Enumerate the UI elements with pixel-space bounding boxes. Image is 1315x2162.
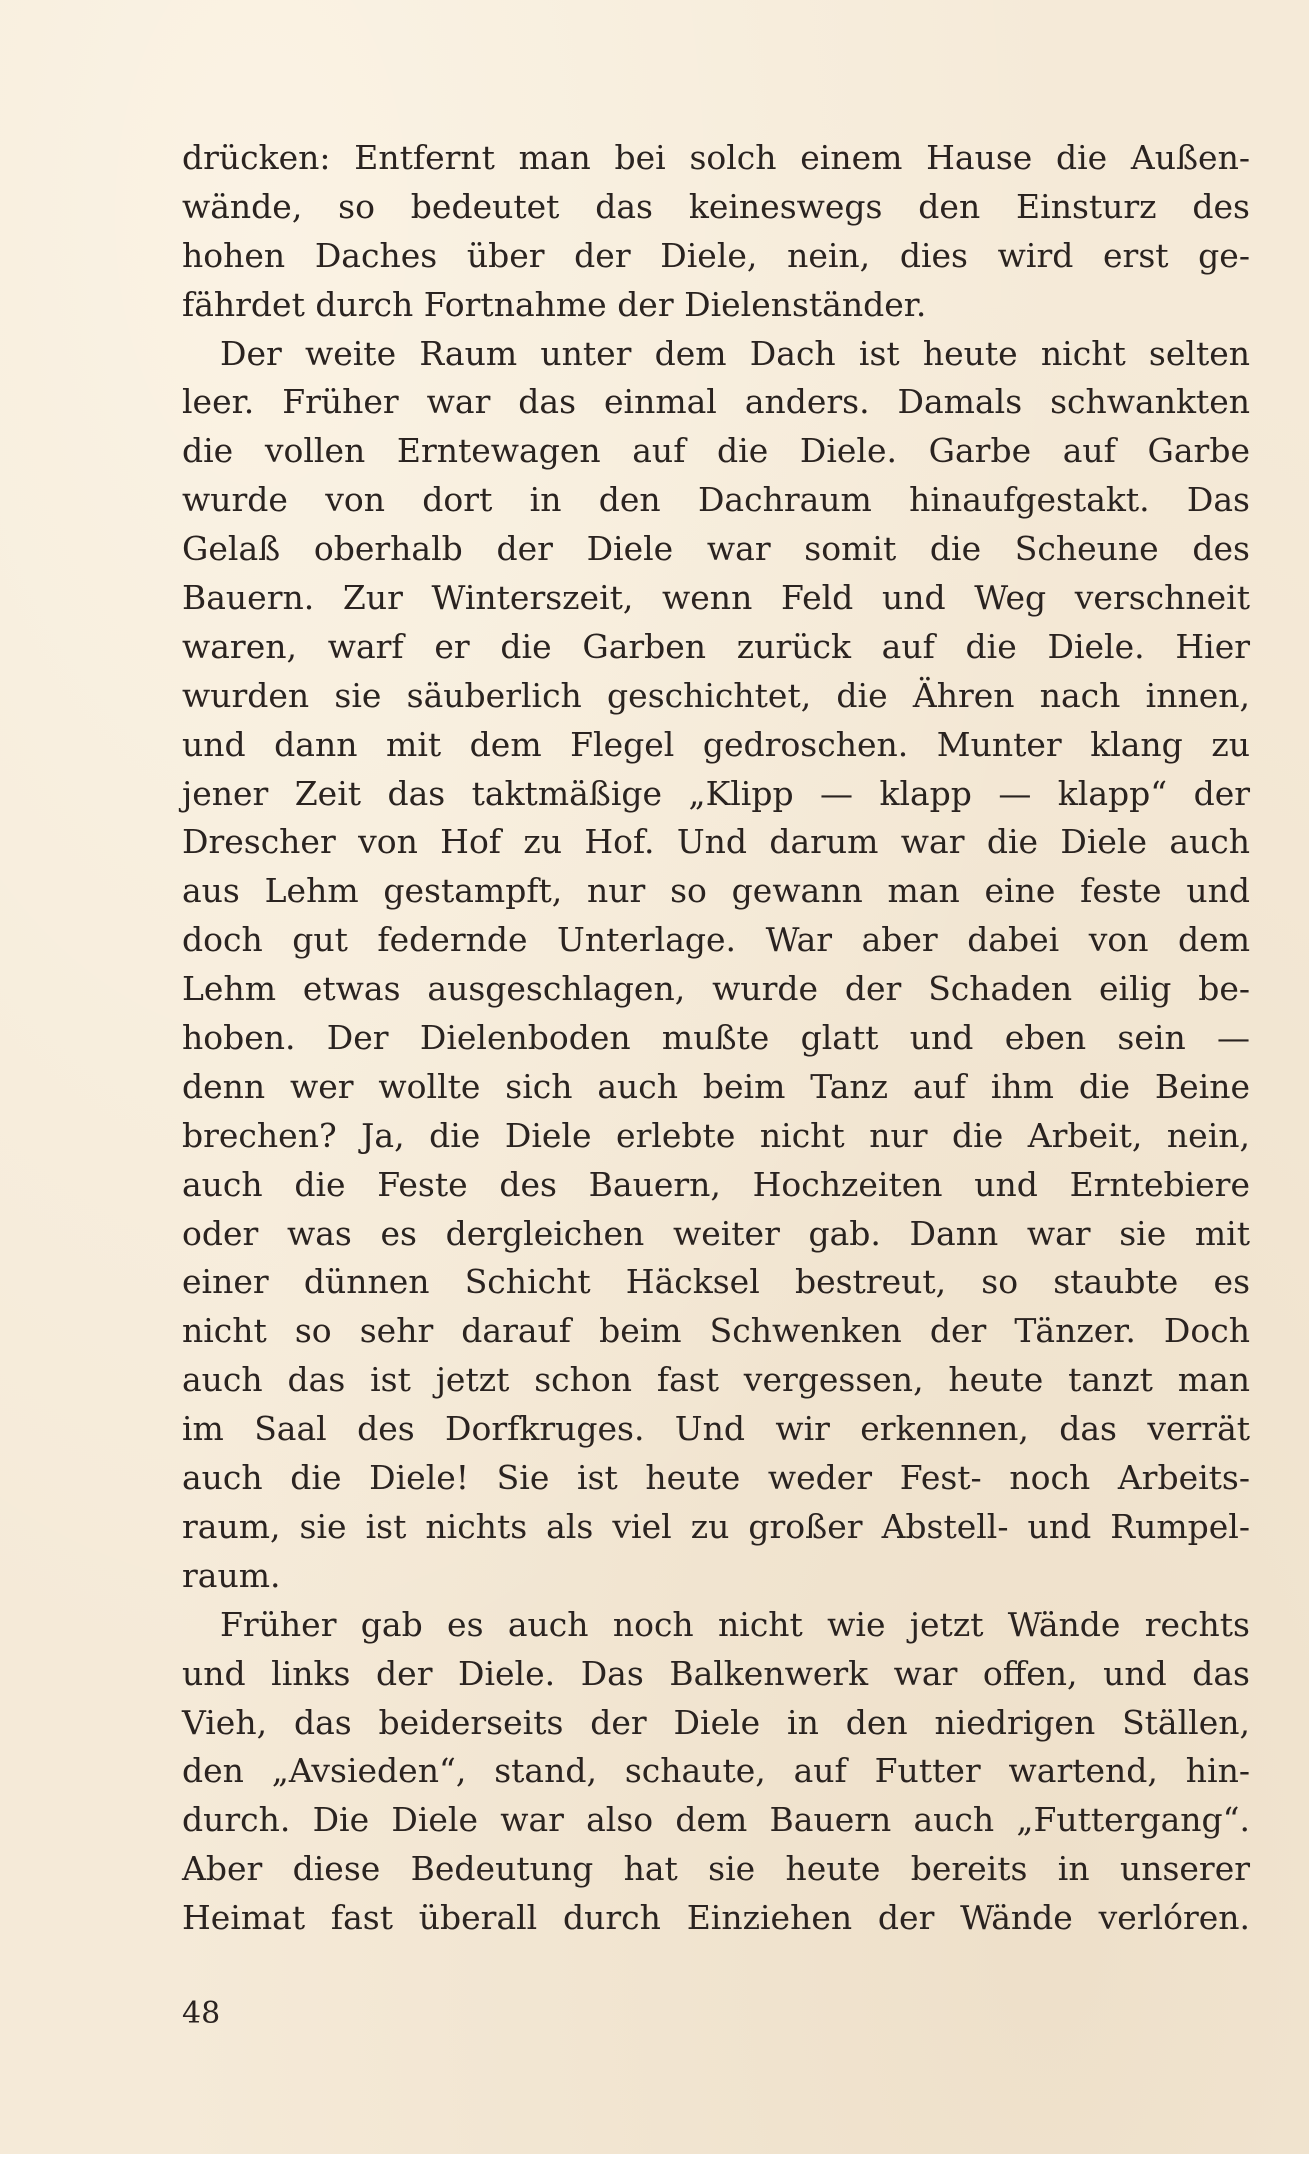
text-line: raum, sie ist nichts als viel zu großer Abstell- und Rumpel- [182, 1506, 1250, 1546]
text-line: waren, warf er die Garben zurück auf die Diele. Hier [182, 626, 1250, 666]
text-line: Der weite Raum unter dem Dach ist heute nicht selten [220, 333, 1250, 373]
text-line: Drescher von Hof zu Hof. Und darum war die Diele auch [182, 822, 1250, 862]
body-text [182, 134, 1250, 1943]
text-line: die vollen Erntewagen auf die Diele. Garbe auf Garbe [182, 431, 1250, 471]
text-line: oder was es dergleichen weiter gab. Dann war sie mit [182, 1213, 1250, 1253]
text-line: fährdet durch Fortnahme der Dielenständer. [182, 284, 927, 324]
text-line: leer. Früher war das einmal anders. Damals schwankten [182, 382, 1250, 422]
text-line: Lehm etwas ausgeschlagen, wurde der Schaden eilig be- [182, 969, 1250, 1009]
text-line: doch gut federnde Unterlage. War aber dabei von dem [182, 920, 1250, 960]
text-line: Vieh, das beiderseits der Diele in den niedrigen Ställen, [182, 1702, 1250, 1742]
text-line: im Saal des Dorfkruges. Und wir erkennen, das verrät [182, 1409, 1250, 1449]
text-line: wurden sie säuberlich geschichtet, die Ähren nach innen, [182, 675, 1250, 715]
text-line: einer dünnen Schicht Häcksel bestreut, so staubte es [182, 1262, 1250, 1302]
text-line: Früher gab es auch noch nicht wie jetzt Wände rechts [220, 1604, 1250, 1644]
text-line: hoben. Der Dielenboden mußte glatt und eben sein — [182, 1018, 1250, 1058]
text-line: brechen? Ja, die Diele erlebte nicht nur die Arbeit, nein, [182, 1115, 1250, 1155]
text-line: wände, so bedeutet das keineswegs den Einsturz des [182, 186, 1250, 226]
text-line: wurde von dort in den Dachraum hinaufgestakt. Das [182, 480, 1250, 520]
text-line: raum. [182, 1555, 281, 1595]
text-line: durch. Die Diele war also dem Bauern auch „Futtergang“. [182, 1800, 1250, 1840]
text-line: auch die Feste des Bauern, Hochzeiten und Erntebiere [182, 1164, 1250, 1204]
text-line: aus Lehm gestampft, nur so gewann man eine feste und [182, 871, 1250, 911]
text-line: nicht so sehr darauf beim Schwenken der Tänzer. Doch [182, 1311, 1250, 1351]
text-line: Gelaß oberhalb der Diele war somit die Scheune des [182, 529, 1250, 569]
text-line: Heimat fast überall durch Einziehen der Wände verlóren. [182, 1898, 1250, 1938]
page-number: 48 [182, 1996, 221, 2031]
text-line: auch die Diele! Sie ist heute weder Fest- noch Arbeits- [182, 1458, 1250, 1498]
text-line: Bauern. Zur Winterszeit, wenn Feld und Weg verschneit [182, 578, 1250, 618]
text-line: drücken: Entfernt man bei solch einem Hause die Außen- [182, 138, 1250, 177]
text-line: und dann mit dem Flegel gedroschen. Munter klang zu [182, 724, 1250, 764]
text-line: denn wer wollte sich auch beim Tanz auf ihm die Beine [182, 1066, 1250, 1106]
text-line: Aber diese Bedeutung hat sie heute bereits in unserer [182, 1849, 1250, 1889]
text-line: hohen Daches über der Diele, nein, dies wird erst ge- [182, 235, 1250, 275]
text-line: jener Zeit das taktmäßige „Klipp — klapp — klapp“ der [182, 773, 1250, 813]
text-line: auch das ist jetzt schon fast vergessen, heute tanzt man [182, 1360, 1250, 1400]
text-line: den „Avsieden“, stand, schaute, auf Futter wartend, hin- [182, 1751, 1250, 1791]
text-line: und links der Diele. Das Balkenwerk war offen, und das [182, 1653, 1250, 1693]
